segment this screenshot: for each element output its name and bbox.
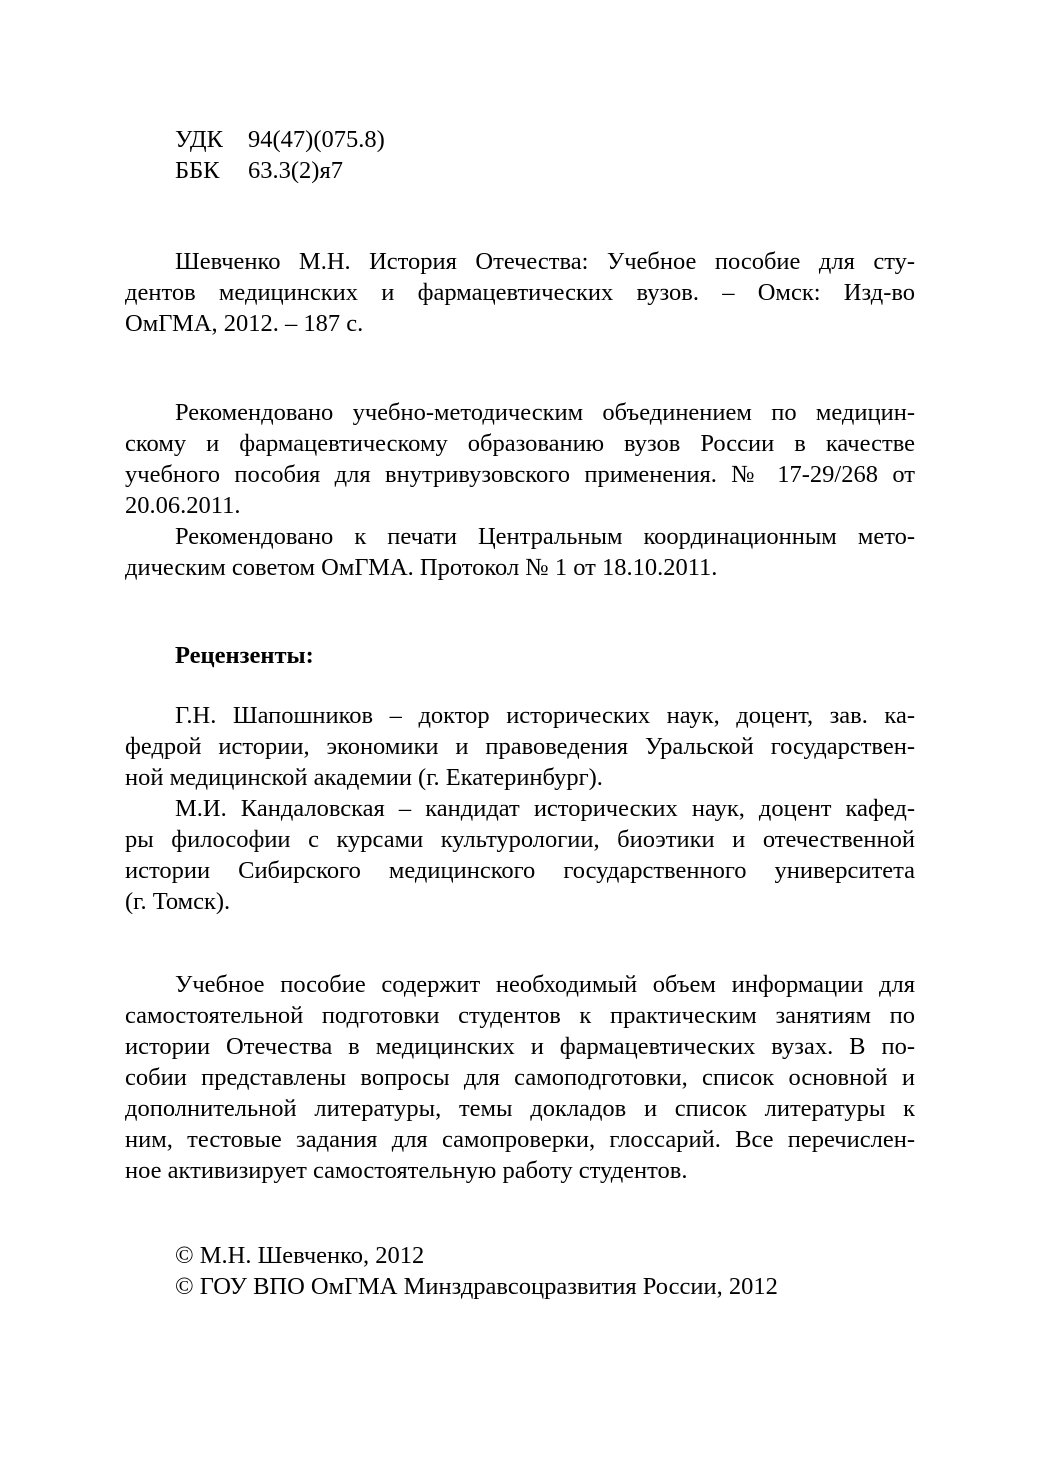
recommendation-line: дическим советом ОмГМА. Протокол № 1 от 18.10.2011. <box>125 554 718 581</box>
recommendation-line: Рекомендовано к печати Центральным координационным мето- <box>175 523 915 550</box>
classification-block <box>125 124 915 186</box>
abstract-line: самостоятельной подготовки студентов к практическим занятиям по <box>125 1002 915 1029</box>
reviewer-line: истории Сибирского медицинского государственного университета <box>125 857 915 884</box>
recommendation-line: Рекомендовано учебно-методическим объединением по медицин- <box>175 399 915 426</box>
reviewers-heading-block <box>125 640 915 671</box>
citation-line: дентов медицинских и фармацевтических вузов. – Омск: Изд-во <box>125 279 915 306</box>
reviewer-line: ной медицинской академии (г. Екатеринбург). <box>125 764 603 791</box>
recommendation-line: 20.06.2011. <box>125 492 241 519</box>
reviewer-line: Г.Н. Шапошников – доктор исторических наук, доцент, зав. ка- <box>175 702 915 729</box>
reviewers-heading: Рецензенты: <box>175 642 314 669</box>
udk-key: УДК <box>175 126 223 153</box>
recommendation-line: скому и фармацевтическому образованию вузов России в качестве <box>125 430 915 457</box>
reviewer-line: М.И. Кандаловская – кандидат исторических наук, доцент кафед- <box>175 795 915 822</box>
abstract-line: ним, тестовые задания для самопроверки, глоссарий. Все перечислен- <box>125 1126 915 1153</box>
udk-value: 94(47)(075.8) <box>248 126 385 153</box>
abstract-block <box>125 969 915 1186</box>
abstract-line: собии представлены вопросы для самоподготовки, список основной и <box>125 1064 915 1091</box>
copyright-line: © ГОУ ВПО ОмГМА Минздравсоцразвития России, 2012 <box>175 1273 778 1300</box>
citation-line: ОмГМА, 2012. – 187 с. <box>125 310 364 337</box>
copyright-line: © М.Н. Шевченко, 2012 <box>175 1242 425 1269</box>
reviewer-line: федрой истории, экономики и правоведения Уральской государствен- <box>125 733 915 760</box>
bbk-row <box>125 155 915 186</box>
abstract-line: ное активизирует самостоятельную работу студентов. <box>125 1157 688 1184</box>
abstract-line: дополнительной литературы, темы докладов и список литературы к <box>125 1095 915 1122</box>
bbk-value: 63.3(2)я7 <box>248 157 343 184</box>
reviewer-line: ры философии с курсами культурологии, биоэтики и отечественной <box>125 826 915 853</box>
abstract-line: Учебное пособие содержит необходимый объем информации для <box>175 971 915 998</box>
reviewer-line: (г. Томск). <box>125 888 231 915</box>
recommendation-line: учебного пособия для внутривузовского применения. № 17-29/268 от <box>125 461 915 488</box>
reviewers-block <box>125 700 915 917</box>
citation-line: Шевченко М.Н. История Отечества: Учебное пособие для сту- <box>175 248 915 275</box>
citation-block <box>125 246 915 339</box>
bbk-key: ББК <box>175 157 220 184</box>
copyright-block <box>125 1240 915 1302</box>
udk-row <box>125 124 915 155</box>
recommendations-block <box>125 397 915 583</box>
abstract-line: истории Отечества в медицинских и фармацевтических вузах. В по- <box>125 1033 915 1060</box>
